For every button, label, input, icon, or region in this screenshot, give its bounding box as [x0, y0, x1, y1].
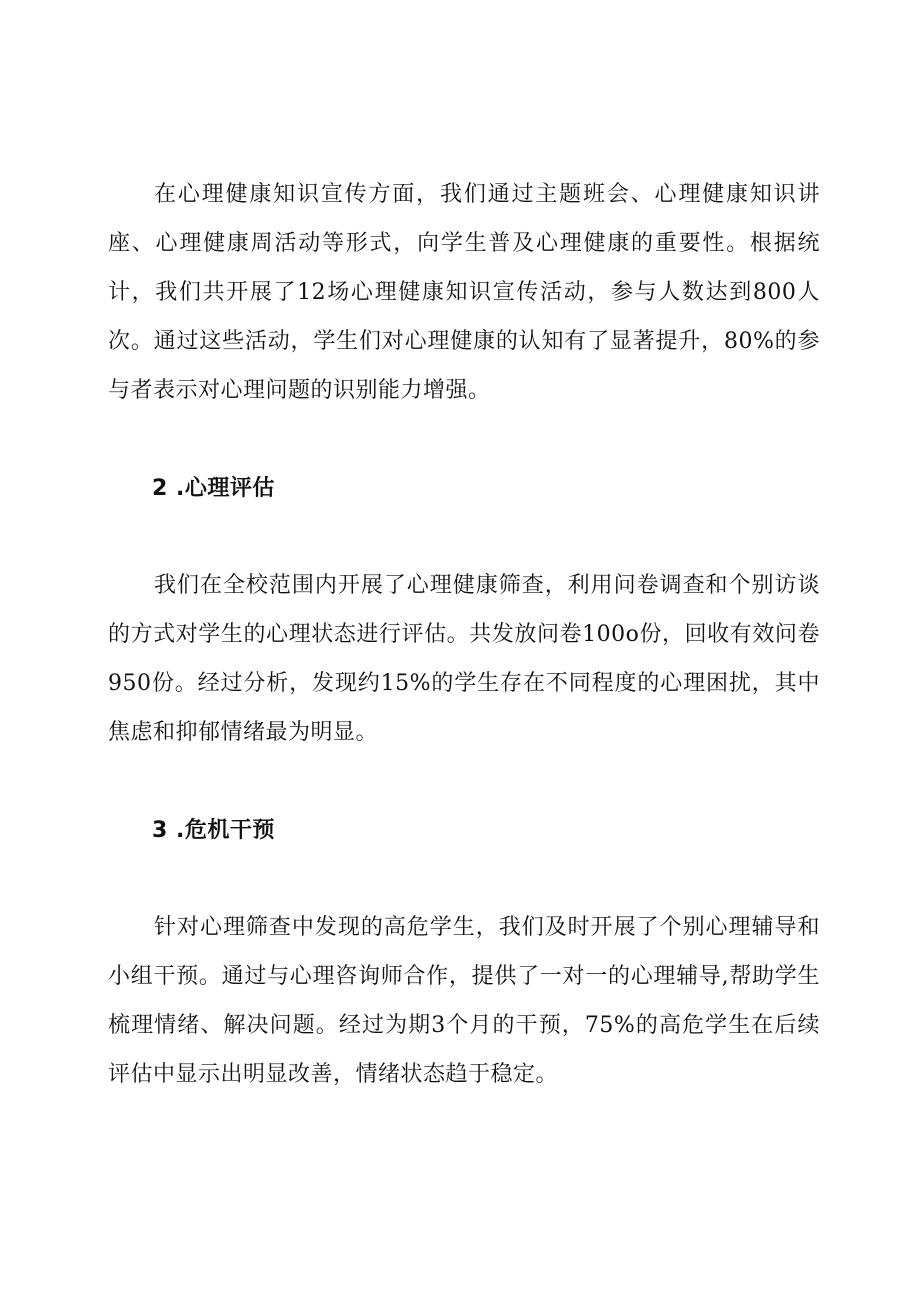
section-heading-intervention: 3 .危机干预	[152, 818, 275, 843]
paragraph-intervention: 针对心理筛查中发现的高危学生，我们及时开展了个别心理辅导和小组干预。通过与心理咨询师合作，提供了一对一的心理辅导,帮助学生梳理情绪、解决问题。经过为期3个月的干预，75%的高危学生在后续评估中显示出明显改善，情绪状态趋于稳定。	[108, 915, 820, 1087]
paragraph-publicity: 在心理健康知识宣传方面，我们通过主题班会、心理健康知识讲座、心理健康周活动等形式，向学生普及心理健康的重要性。根据统计，我们共开展了12场心理健康知识宣传活动，参与人数达到800人次。通过这些活动，学生们对心理健康的认知有了显著提升，80%的参与者表示对心理问题的识别能力增强。	[108, 182, 820, 403]
section-heading-assessment: 2 .心理评估	[152, 476, 275, 501]
paragraph-assessment: 我们在全校范围内开展了心理健康筛查，利用问卷调查和个别访谈的方式对学生的心理状态进行评估。共发放问卷100o份，回收有效问卷950份。经过分析，发现约15%的学生存在不同程度的心理困扰，其中焦虑和抑郁情绪最为明显。	[108, 573, 820, 745]
